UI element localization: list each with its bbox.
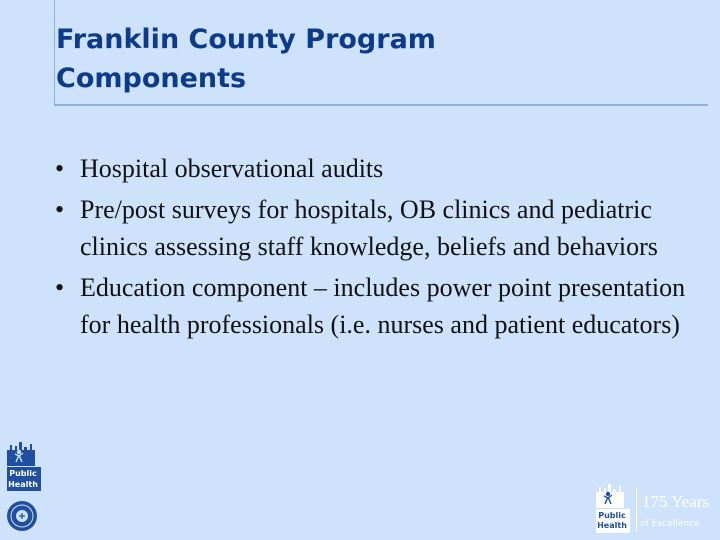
excellence-text: of Excellence [640,519,700,529]
bullet-text: Pre/post surveys for hospitals, OB clinics and pediatric clinics assessing staff knowledge, beliefs and behaviors [80,195,658,261]
logo-word-public: Public [9,469,37,478]
public-health-logo [3,436,43,497]
bullet-item [55,191,695,265]
vertical-accent-line [54,0,55,105]
bullet-item [55,150,695,187]
logo-word-health: Health [8,480,38,489]
title-line-2: Components [56,63,247,94]
title-line-1: Franklin County Program [56,24,436,55]
bullet-marker: • [55,273,65,302]
bullet-item [55,269,695,343]
slide-title [56,20,436,98]
logo-divider [636,488,637,532]
bullet-text: Hospital observational audits [80,154,384,183]
city-seal-icon [6,500,38,532]
bullet-marker: • [55,195,65,224]
corner-logo-word-public: Public [598,511,626,520]
bullet-text: Education component – includes power point presentation for health professionals (i.e. nurses and patient educators) [80,273,686,339]
years-text: 175 Years [642,492,710,511]
corner-logo-word-health: Health [597,521,627,530]
bullet-marker: • [55,154,65,183]
title-underline [54,104,708,106]
bullet-list [55,150,695,347]
anniversary-logo [592,478,714,536]
